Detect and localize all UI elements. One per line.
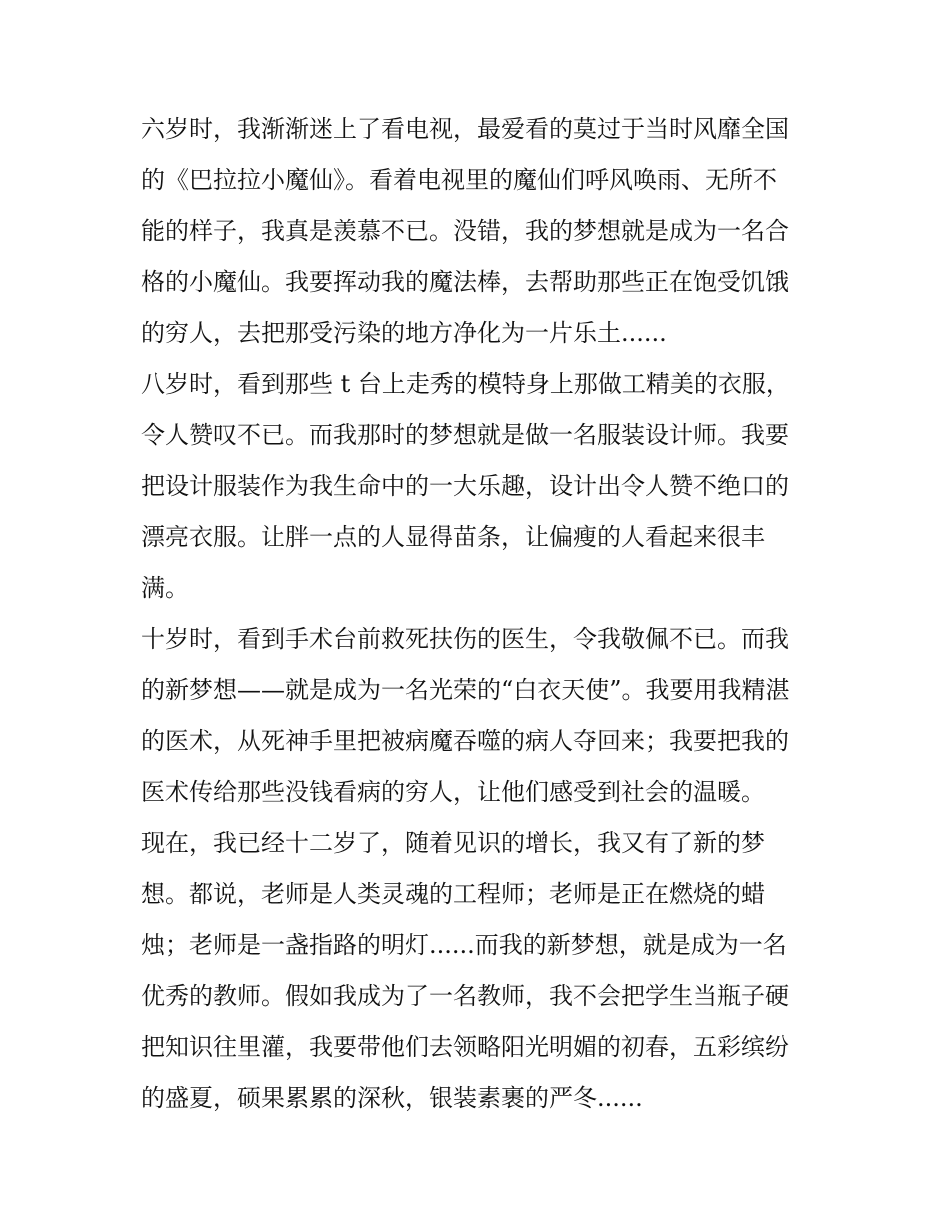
- document-body: [141, 104, 813, 1124]
- paragraph-age-eight: 八岁时，看到那些 t 台上走秀的模特身上那做工精美的衣服， 令人赞叹不已。而我那时的梦想就是做一名服装设计师。我要 把设计服装作为我生命中的一大乐趣，设计出令人赞不绝口的 漂亮衣服。让胖一点的人显得苗条，让偏瘦的人看起来很丰 满。: [141, 370, 790, 602]
- paragraph-age-twelve: 现在，我已经十二岁了，随着见识的增长，我又有了新的梦 想。都说，老师是人类灵魂的工程师；老师是正在燃烧的蜡 烛；老师是一盏指路的明灯......而我的新梦想，就是成为一名 优秀的教师。假如我成为了一名教师，我不会把学生当瓶子硬 把知识往里灌，我要带他们去领略阳光明媚的初春，五彩缤纷 的盛夏，硕果累累的深秋，银装素裹的严冬......: [141, 829, 789, 1112]
- paragraph-age-ten: 十岁时，看到手术台前救死扶伤的医生，令我敬佩不已。而我 的新梦想——就是成为一名光荣的“白衣天使”。我要用我精湛 的医术，从死神手里把被病魔吞噬的病人夺回来；我要把我的 医术传给那些没钱看病的穷人，让他们感受到社会的温暖。: [141, 625, 790, 806]
- paragraph-age-six: 六岁时，我渐渐迷上了看电视，最爱看的莫过于当时风靡全国 的《巴拉拉小魔仙》。看着电视里的魔仙们呼风唤雨、无所不 能的样子，我真是羡慕不已。没错，我的梦想就是成为一名合 格的小魔仙。我要挥动我的魔法棒，去帮助那些正在饱受饥饿 的穷人，去把那受污染的地方净化为一片乐土......: [141, 115, 789, 347]
